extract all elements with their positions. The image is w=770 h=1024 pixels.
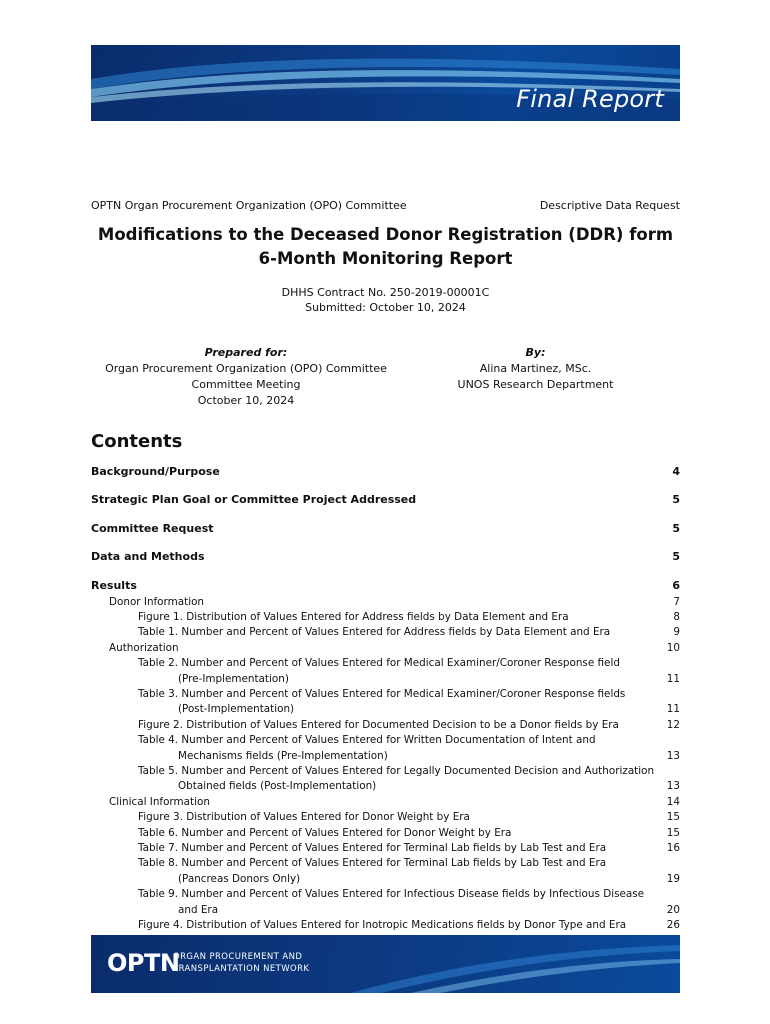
toc-entry-continuation: Mechanisms fields (Pre-Implementation) bbox=[178, 749, 388, 762]
optn-logo-line2: TRANSPLANTATION NETWORK bbox=[173, 964, 310, 974]
report-page bbox=[91, 45, 680, 993]
toc-entry-text: Table 6. Number and Percent of Values Entered for Donor Weight by Era bbox=[138, 826, 512, 839]
contents-heading: Contents bbox=[91, 431, 183, 452]
toc-page-number: 9 bbox=[673, 626, 680, 639]
toc-entry-continuation: and Era bbox=[178, 903, 219, 916]
toc-entry-text: Table 4. Number and Percent of Values Entered for Written Documentation of Intent and bbox=[138, 734, 596, 747]
toc-page-number: 10 bbox=[666, 641, 680, 654]
toc-entry-continuation: Obtained fields (Post-Implementation) bbox=[178, 780, 377, 793]
toc-page-number: 4 bbox=[672, 465, 680, 478]
optn-logo-subtitle bbox=[173, 951, 309, 975]
toc-page-number: 12 bbox=[666, 718, 680, 731]
report-title-line2: 6-Month Monitoring Report bbox=[258, 249, 513, 268]
toc-page-number: 19 bbox=[666, 872, 680, 885]
toc-item[interactable] bbox=[91, 687, 680, 718]
toc-page-number: 13 bbox=[666, 749, 680, 762]
toc-subsection[interactable] bbox=[91, 795, 680, 810]
toc-entry-continuation: (Post-Implementation) bbox=[178, 703, 295, 716]
toc-entry-text: Table 2. Number and Percent of Values Entered for Medical Examiner/Coroner Response field bbox=[138, 657, 620, 670]
banner-title: Final Report bbox=[516, 85, 664, 113]
toc-entry-text: Donor Information bbox=[109, 595, 205, 608]
toc-entry-text: Clinical Information bbox=[109, 795, 210, 808]
toc-page-number: 8 bbox=[673, 610, 680, 623]
toc-entry-text: Figure 2. Distribution of Values Entered for Documented Decision to be a Donor fields by Era bbox=[138, 718, 619, 731]
toc-entry-continuation: (Pancreas Donors Only) bbox=[178, 872, 301, 885]
toc-section[interactable] bbox=[91, 465, 680, 481]
toc-item[interactable] bbox=[91, 610, 680, 625]
toc-item[interactable] bbox=[91, 887, 680, 918]
toc-item[interactable] bbox=[91, 918, 680, 933]
toc-item[interactable] bbox=[91, 841, 680, 856]
author-block bbox=[441, 345, 630, 393]
toc-entry-text: Figure 1. Distribution of Values Entered for Address fields by Data Element and Era bbox=[138, 610, 569, 623]
toc-page-number: 14 bbox=[666, 795, 680, 808]
toc-section[interactable] bbox=[91, 522, 680, 538]
author-label: By: bbox=[525, 346, 546, 359]
toc-section-results[interactable] bbox=[91, 579, 680, 595]
toc-section[interactable] bbox=[91, 493, 680, 509]
toc-page-number: 7 bbox=[673, 595, 680, 608]
toc-page-number: 20 bbox=[666, 903, 680, 916]
report-title-line1: Modifications to the Deceased Donor Registration (DDR) form bbox=[97, 225, 674, 244]
prepared-for-line: Committee Meeting bbox=[191, 378, 301, 391]
optn-logo-line1: ORGAN PROCUREMENT AND bbox=[173, 952, 303, 962]
toc-item[interactable] bbox=[91, 625, 680, 640]
toc-section-label: Results bbox=[91, 578, 137, 592]
contract-number: DHHS Contract No. 250-2019-00001C bbox=[281, 286, 490, 299]
contract-info bbox=[91, 285, 680, 315]
toc-entry-text: Table 7. Number and Percent of Values Entered for Terminal Lab fields by Lab Test and Era bbox=[138, 842, 607, 855]
toc-item[interactable] bbox=[91, 718, 680, 733]
toc-page-number: 5 bbox=[672, 493, 680, 507]
toc-item[interactable] bbox=[91, 656, 680, 687]
request-type: Descriptive Data Request bbox=[539, 199, 680, 212]
toc-section-label: Strategic Plan Goal or Committee Project Addressed bbox=[91, 493, 417, 507]
toc-page-number: 16 bbox=[666, 842, 680, 855]
committee-name: OPTN Organ Procurement Organization (OPO) Committee bbox=[91, 199, 407, 212]
toc-entry-continuation: (Pre-Implementation) bbox=[178, 672, 289, 685]
toc-page-number: 6 bbox=[672, 578, 680, 592]
toc-item[interactable] bbox=[91, 856, 680, 887]
submitted-date: Submitted: October 10, 2024 bbox=[305, 301, 466, 314]
toc-results-entries bbox=[91, 595, 680, 934]
prepared-for-line: October 10, 2024 bbox=[197, 394, 295, 407]
prepared-for-label: Prepared for: bbox=[204, 346, 288, 359]
toc-item[interactable] bbox=[91, 733, 680, 764]
toc-entry-text: Table 3. Number and Percent of Values Entered for Medical Examiner/Coroner Response fields bbox=[138, 688, 626, 700]
footer-banner bbox=[91, 935, 680, 993]
toc-item[interactable] bbox=[91, 764, 680, 795]
toc-section-label: Committee Request bbox=[91, 521, 214, 535]
toc-entry-text: Figure 3. Distribution of Values Entered for Donor Weight by Era bbox=[138, 811, 470, 824]
toc-page-number: 11 bbox=[666, 672, 680, 685]
prepared-for-line: Organ Procurement Organization (OPO) Committee bbox=[105, 362, 387, 375]
toc-entry-text: Figure 4. Distribution of Values Entered for Inotropic Medications fields by Donor Type and Era bbox=[138, 919, 627, 932]
author-line: Alina Martinez, MSc. bbox=[479, 362, 592, 375]
author-line: UNOS Research Department bbox=[457, 378, 614, 391]
toc-section[interactable] bbox=[91, 550, 680, 566]
toc-entry-text: Table 1. Number and Percent of Values Entered for Address fields by Data Element and Era bbox=[138, 626, 611, 639]
toc-item[interactable] bbox=[91, 826, 680, 841]
toc-page-number: 11 bbox=[666, 703, 680, 716]
toc-page-number: 5 bbox=[672, 521, 680, 535]
toc-entry-text: Table 9. Number and Percent of Values Entered for Infectious Disease fields by Infectious Disease bbox=[138, 888, 645, 901]
toc-page-number: 15 bbox=[666, 826, 680, 839]
optn-logo: OPTN bbox=[107, 949, 180, 977]
toc-entry-text: Authorization bbox=[109, 641, 179, 654]
table-of-contents bbox=[91, 465, 680, 934]
prepared-for-block bbox=[91, 345, 401, 409]
toc-entry-text: Table 5. Number and Percent of Values Entered for Legally Documented Decision and Authorization bbox=[138, 765, 655, 778]
toc-entry-text: Table 8. Number and Percent of Values Entered for Terminal Lab fields by Lab Test and Era bbox=[138, 857, 607, 870]
toc-item[interactable] bbox=[91, 810, 680, 825]
toc-section-label: Background/Purpose bbox=[91, 465, 220, 478]
toc-subsection[interactable] bbox=[91, 595, 680, 610]
toc-subsection[interactable] bbox=[91, 641, 680, 656]
toc-page-number: 26 bbox=[666, 919, 680, 932]
toc-page-number: 13 bbox=[666, 780, 680, 793]
header-banner bbox=[91, 45, 680, 121]
toc-page-number: 15 bbox=[666, 811, 680, 824]
toc-section-label: Data and Methods bbox=[91, 550, 205, 564]
toc-page-number: 5 bbox=[672, 550, 680, 564]
report-title bbox=[91, 223, 680, 271]
